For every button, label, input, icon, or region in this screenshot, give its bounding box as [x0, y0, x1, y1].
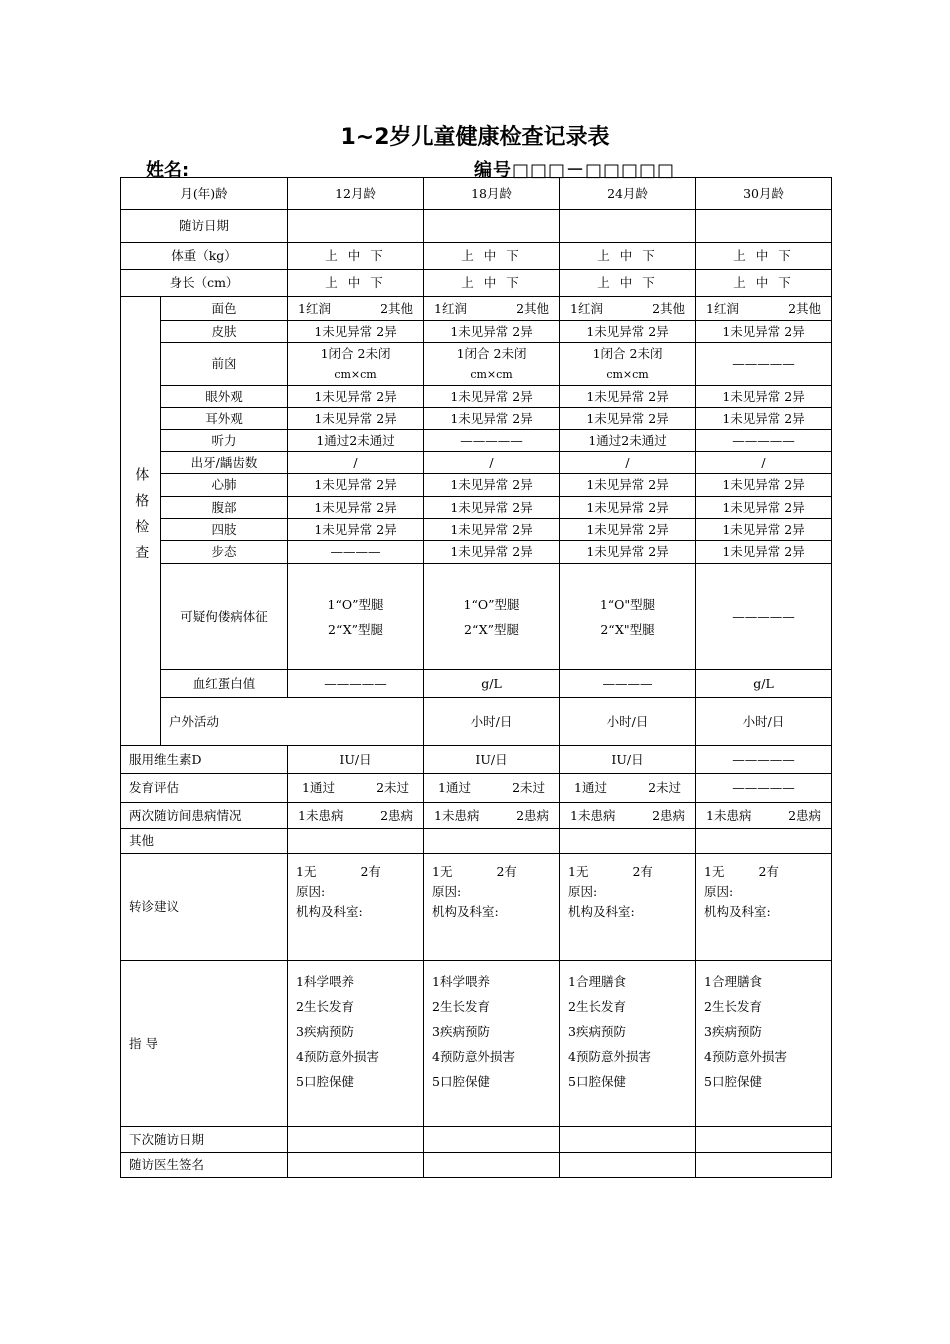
rickets-na: —————	[696, 564, 832, 670]
teeth-value[interactable]: /	[696, 452, 832, 474]
teeth-value[interactable]: /	[560, 452, 696, 474]
development-row	[121, 773, 832, 802]
skin-options[interactable]: 1未见异常 2异	[424, 321, 560, 343]
limbs-label: 四肢	[161, 519, 288, 541]
hemoglobin-row	[121, 670, 832, 698]
fontanelle-options[interactable]: 1闭合 2未闭 cm×cm	[424, 343, 560, 386]
gait-options[interactable]: 1未见异常 2异	[696, 541, 832, 564]
doctor-sign-cell[interactable]	[560, 1152, 696, 1177]
development-options[interactable]: 1通过 2未过	[288, 773, 424, 802]
next-visit-cell[interactable]	[424, 1126, 560, 1152]
month-header-30: 30月龄	[696, 178, 832, 210]
illness-options[interactable]: 1未患病 2患病	[560, 802, 696, 828]
fontanelle-label: 前囟	[161, 343, 288, 386]
hearing-na: —————	[424, 430, 560, 452]
hearing-label: 听力	[161, 430, 288, 452]
abdomen-row	[121, 497, 832, 519]
gait-options[interactable]: 1未见异常 2异	[560, 541, 696, 564]
visit-date-cell[interactable]	[696, 210, 832, 243]
guidance-options[interactable]: 1合理膳食 2生长发育 3疾病预防 4预防意外损害 5口腔保健	[696, 960, 832, 1126]
vitd-row	[121, 745, 832, 773]
outdoor-value[interactable]: 小时/日	[560, 698, 696, 746]
rickets-label: 可疑佝偻病体征	[161, 564, 288, 670]
weight-row	[121, 243, 832, 270]
complexion-options[interactable]: 1红润 2其他	[696, 297, 832, 321]
doctor-sign-label: 随访医生签名	[121, 1152, 288, 1177]
limbs-options[interactable]: 1未见异常 2异	[424, 519, 560, 541]
weight-options[interactable]: 上 中 下	[560, 243, 696, 270]
hearing-row	[121, 430, 832, 452]
ear-options[interactable]: 1未见异常 2异	[560, 408, 696, 430]
development-options[interactable]: 1通过 2未过	[424, 773, 560, 802]
teeth-row	[121, 452, 832, 474]
abdomen-options[interactable]: 1未见异常 2异	[696, 497, 832, 519]
heart-lung-label: 心肺	[161, 474, 288, 497]
outdoor-value[interactable]: 小时/日	[696, 698, 832, 746]
guidance-label: 指 导	[121, 960, 288, 1126]
eye-options[interactable]: 1未见异常 2异	[424, 386, 560, 408]
eye-options[interactable]: 1未见异常 2异	[560, 386, 696, 408]
next-visit-cell[interactable]	[288, 1126, 424, 1152]
illness-options[interactable]: 1未患病 2患病	[288, 802, 424, 828]
gait-label: 步态	[161, 541, 288, 564]
teeth-value[interactable]: /	[424, 452, 560, 474]
doctor-sign-cell[interactable]	[288, 1152, 424, 1177]
visit-date-cell[interactable]	[424, 210, 560, 243]
other-cell[interactable]	[560, 828, 696, 853]
outdoor-label: 户外活动	[161, 698, 424, 746]
referral-options[interactable]: 1无 2有 原因: 机构及科室:	[424, 853, 560, 960]
visit-date-cell[interactable]	[560, 210, 696, 243]
ear-label: 耳外观	[161, 408, 288, 430]
other-label: 其他	[121, 828, 288, 853]
skin-options[interactable]: 1未见异常 2异	[560, 321, 696, 343]
vitd-na: —————	[696, 745, 832, 773]
doctor-sign-cell[interactable]	[424, 1152, 560, 1177]
fontanelle-options[interactable]: 1闭合 2未闭 cm×cm	[560, 343, 696, 386]
development-label: 发育评估	[121, 773, 288, 802]
limbs-options[interactable]: 1未见异常 2异	[696, 519, 832, 541]
other-row	[121, 828, 832, 853]
development-na: —————	[696, 773, 832, 802]
rickets-options[interactable]: 1“O”型腿 2“X”型腿	[288, 564, 424, 670]
age-header-label: 月(年)龄	[121, 178, 288, 210]
vitd-value[interactable]: IU/日	[560, 745, 696, 773]
rickets-options[interactable]: 1“O"型腿 2“X"型腿	[560, 564, 696, 670]
heart-lung-row	[121, 474, 832, 497]
referral-options[interactable]: 1无 2有 原因: 机构及科室:	[288, 853, 424, 960]
visit-date-label: 随访日期	[121, 210, 288, 243]
ear-options[interactable]: 1未见异常 2异	[696, 408, 832, 430]
doctor-sign-cell[interactable]	[696, 1152, 832, 1177]
development-options[interactable]: 1通过 2未过	[560, 773, 696, 802]
form-title: 1~2岁儿童健康检查记录表	[340, 125, 610, 150]
fontanelle-options[interactable]: 1闭合 2未闭 cm×cm	[288, 343, 424, 386]
rickets-options[interactable]: 1“O”型腿 2“X”型腿	[424, 564, 560, 670]
hemoglobin-value[interactable]: g/L	[424, 670, 560, 698]
abdomen-options[interactable]: 1未见异常 2异	[424, 497, 560, 519]
complexion-options[interactable]: 1红润 2其他	[424, 297, 560, 321]
next-visit-label: 下次随访日期	[121, 1126, 288, 1152]
height-label: 身长（cm）	[121, 270, 288, 297]
complexion-label: 面色	[161, 297, 288, 321]
height-options[interactable]: 上 中 下	[560, 270, 696, 297]
fontanelle-na: —————	[696, 343, 832, 386]
health-check-table	[120, 177, 832, 1178]
abdomen-label: 腹部	[161, 497, 288, 519]
next-visit-row	[121, 1126, 832, 1152]
hemoglobin-label: 血红蛋白值	[161, 670, 288, 698]
hemoglobin-value[interactable]: g/L	[696, 670, 832, 698]
height-row	[121, 270, 832, 297]
heart-lung-options[interactable]: 1未见异常 2异	[696, 474, 832, 497]
other-cell[interactable]	[696, 828, 832, 853]
height-options[interactable]: 上 中 下	[288, 270, 424, 297]
next-visit-cell[interactable]	[696, 1126, 832, 1152]
illness-row	[121, 802, 832, 828]
skin-label: 皮肤	[161, 321, 288, 343]
abdomen-options[interactable]: 1未见异常 2异	[288, 497, 424, 519]
weight-options[interactable]: 上 中 下	[288, 243, 424, 270]
guidance-options[interactable]: 1科学喂养 2生长发育 3疾病预防 4预防意外损害 5口腔保健	[424, 960, 560, 1126]
doctor-sign-row	[121, 1152, 832, 1177]
heart-lung-options[interactable]: 1未见异常 2异	[560, 474, 696, 497]
eye-row	[121, 386, 832, 408]
complexion-row	[121, 297, 832, 321]
outdoor-value[interactable]: 小时/日	[424, 698, 560, 746]
month-header-18: 18月龄	[424, 178, 560, 210]
outdoor-row	[121, 698, 832, 746]
hemoglobin-na: —————	[288, 670, 424, 698]
skin-row	[121, 321, 832, 343]
age-header-row	[121, 178, 832, 210]
vitd-label: 服用维生素D	[121, 745, 288, 773]
weight-label: 体重（kg）	[121, 243, 288, 270]
weight-options[interactable]: 上 中 下	[696, 243, 832, 270]
rickets-row	[121, 564, 832, 670]
illness-options[interactable]: 1未患病 2患病	[696, 802, 832, 828]
teeth-label: 出牙/龋齿数	[161, 452, 288, 474]
complexion-options[interactable]: 1红润 2其他	[288, 297, 424, 321]
visit-date-row	[121, 210, 832, 243]
illness-options[interactable]: 1未患病 2患病	[424, 802, 560, 828]
hemoglobin-na: ————	[560, 670, 696, 698]
illness-label: 两次随访间患病情况	[121, 802, 288, 828]
guidance-row	[121, 960, 832, 1126]
vitd-value[interactable]: IU/日	[424, 745, 560, 773]
vitd-value[interactable]: IU/日	[288, 745, 424, 773]
weight-options[interactable]: 上 中 下	[424, 243, 560, 270]
fontanelle-row	[121, 343, 832, 386]
eye-options[interactable]: 1未见异常 2异	[288, 386, 424, 408]
gait-options[interactable]: 1未见异常 2异	[424, 541, 560, 564]
referral-row	[121, 853, 832, 960]
skin-options[interactable]: 1未见异常 2异	[696, 321, 832, 343]
referral-label: 转诊建议	[121, 853, 288, 960]
next-visit-cell[interactable]	[560, 1126, 696, 1152]
limbs-options[interactable]: 1未见异常 2异	[560, 519, 696, 541]
month-header-12: 12月龄	[288, 178, 424, 210]
heart-lung-options[interactable]: 1未见异常 2异	[424, 474, 560, 497]
ear-row	[121, 408, 832, 430]
eye-label: 眼外观	[161, 386, 288, 408]
hearing-na: —————	[696, 430, 832, 452]
hearing-options[interactable]: 1通过2未通过	[560, 430, 696, 452]
skin-options[interactable]: 1未见异常 2异	[288, 321, 424, 343]
name-label: 姓名:	[146, 160, 190, 181]
exam-group-label: 体格检查	[121, 297, 161, 746]
eye-options[interactable]: 1未见异常 2异	[696, 386, 832, 408]
ear-options[interactable]: 1未见异常 2异	[288, 408, 424, 430]
month-header-24: 24月龄	[560, 178, 696, 210]
other-cell[interactable]	[288, 828, 424, 853]
guidance-options[interactable]: 1合理膳食 2生长发育 3疾病预防 4预防意外损害 5口腔保健	[560, 960, 696, 1126]
complexion-options[interactable]: 1红润 2其他	[560, 297, 696, 321]
height-options[interactable]: 上 中 下	[696, 270, 832, 297]
gait-row	[121, 541, 832, 564]
code-label: 编号□□□－□□□□□	[474, 160, 676, 181]
gait-na: ————	[288, 541, 424, 564]
visit-date-cell[interactable]	[288, 210, 424, 243]
hearing-options[interactable]: 1通过2未通过	[288, 430, 424, 452]
referral-options[interactable]: 1无 2有 原因: 机构及科室:	[696, 853, 832, 960]
abdomen-options[interactable]: 1未见异常 2异	[560, 497, 696, 519]
other-cell[interactable]	[424, 828, 560, 853]
heart-lung-options[interactable]: 1未见异常 2异	[288, 474, 424, 497]
teeth-value[interactable]: /	[288, 452, 424, 474]
guidance-options[interactable]: 1科学喂养 2生长发育 3疾病预防 4预防意外损害 5口腔保健	[288, 960, 424, 1126]
ear-options[interactable]: 1未见异常 2异	[424, 408, 560, 430]
height-options[interactable]: 上 中 下	[424, 270, 560, 297]
referral-options[interactable]: 1无 2有 原因: 机构及科室:	[560, 853, 696, 960]
limbs-options[interactable]: 1未见异常 2异	[288, 519, 424, 541]
limbs-row	[121, 519, 832, 541]
